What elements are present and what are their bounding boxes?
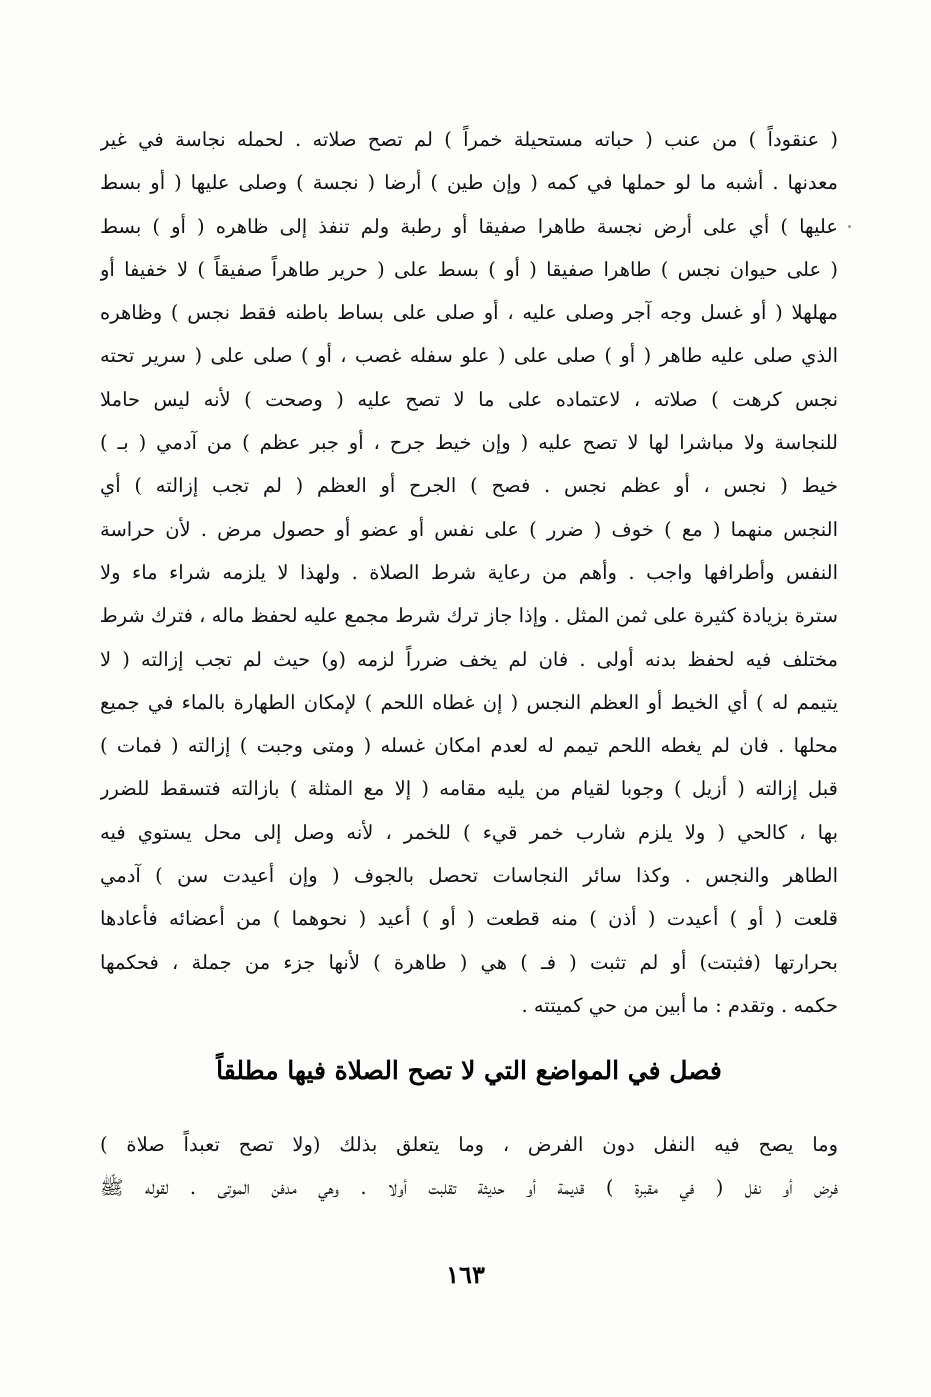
text-line: يتيمم له ) أي الخيط أو العظم النجس ( إن غطاه اللحم ) لإمكان الطهارة بالماء في جميع [100,690,838,714]
text-line: بها ، كالحي ( ولا يلزم شارب خمر قيء ) للخمر ، لأنه وصل إلى محل يستوي فيه [100,820,838,844]
text-line: مهلهلا ( أو غسل وجه آجر وصلى عليه ، أو صلى على بساط باطنه فقط نجس ) وظاهره [100,301,838,325]
text-line: قبل إزالته ( أزيل ) وجوبا لقيام من يليه مقامه ( إلا مع المثلة ) بازالته فتسقط للضرر [100,777,838,801]
body-text [100,118,838,1027]
text-line: سترة بزيادة كثيرة على ثمن المثل . وإذا جاز ترك شرط مجمع عليه لحفظ ماله ، فترك شرط [100,604,838,628]
text-line: خيط ( نجس ، أو عظم نجس . فصح ) الجرح أو العظم ( لم تجب إزالته ) أي [100,474,838,498]
text-line: معدنها . أشبه ما لو حملها في كمه ( وإن طين ) أرضا ( نجسة ) وصلى عليها ( أو بسط [100,171,838,195]
scan-speck [848,225,851,228]
text-line: نجس كرهت ) صلاته ، لاعتماده على ما لا تصح عليه ( وصحت ) لأنه ليس حاملا [100,387,838,411]
text-line: الطاهر والنجس . وكذا سائر النجاسات تحصل بالجوف ( وإن أعيدت سن ) آدمي [100,864,838,888]
section-heading: فصل في المواضع التي لا تصح الصلاة فيها مطلقاً [216,1056,722,1085]
text-line: النفس وأطرافها واجب . وأهم من رعاية شرط الصلاة . ولهذا لا يلزمه شراء ماء ولا [100,560,838,584]
section-paragraph [100,1123,838,1210]
text-line: ( على حيوان نجس ) طاهرا صفيقا ( أو ) بسط على ( حرير طاهراً صفيقاً ) لا خفيفا أو [100,257,838,281]
text-line: فرض أو نفل ( في مقبرة ) قديمة أو حديثة تقلبت أولا . وهي مدفن الموتى . لقوله ﷺ [100,1176,838,1200]
text-line: بحرارتها (فثبتت) أو لم تثبت ( فـ ) هي ( طاهرة ) لأنها جزء من جملة ، فحكمها [100,950,838,974]
text-line: محلها . فان لم يغطه اللحم تيمم له لعدم امكان غسله ( ومتى وجبت ) إزالته ( فمات ) [100,734,838,758]
text-line: النجس منهما ( مع ) خوف ( ضرر ) على نفس أو عضو أو حصول مرض . لأن حراسة [100,517,838,541]
text-line: الذي صلى عليه طاهر ( أو ) صلى على ( علو سفله غصب ، أو ) صلى على ( سرير تحته [100,344,838,368]
text-line-last: حكمه . وتقدم : ما أبين من حي كميتته . [521,993,838,1017]
text-line: وما يصح فيه النفل دون الفرض ، وما يتعلق بذلك (ولا تصح تعبداً صلاة ) [100,1133,838,1156]
page-number: ١٦٣ [446,1260,485,1289]
text-line: عليها ) أي على أرض نجسة طاهرا صفيقا أو رطبة ولم تنفذ إلى ظاهره ( أو ) بسط [100,214,838,238]
text-line: قلعت ( أو ) أعيدت ( أذن ) منه قطعت ( أو ) أعيد ( نحوهما ) من أعضائه فأعادها [100,907,838,931]
text-line: مختلف فيه لحفظ بدنه أولى . فان لم يخف ضرراً لزمه (و) حيث لم تجب إزالته ( لا [100,647,838,671]
text-line: ( عنقوداً ) من عنب ( حباته مستحيلة خمراً ) لم تصح صلاته . لحمله نجاسة في غير [100,128,838,151]
text-line: للنجاسة ولا مباشرا لها لا تصح عليه ( وإن خيط جرح ، أو جبر عظم ) من آدمي ( بـ ) [100,431,838,455]
